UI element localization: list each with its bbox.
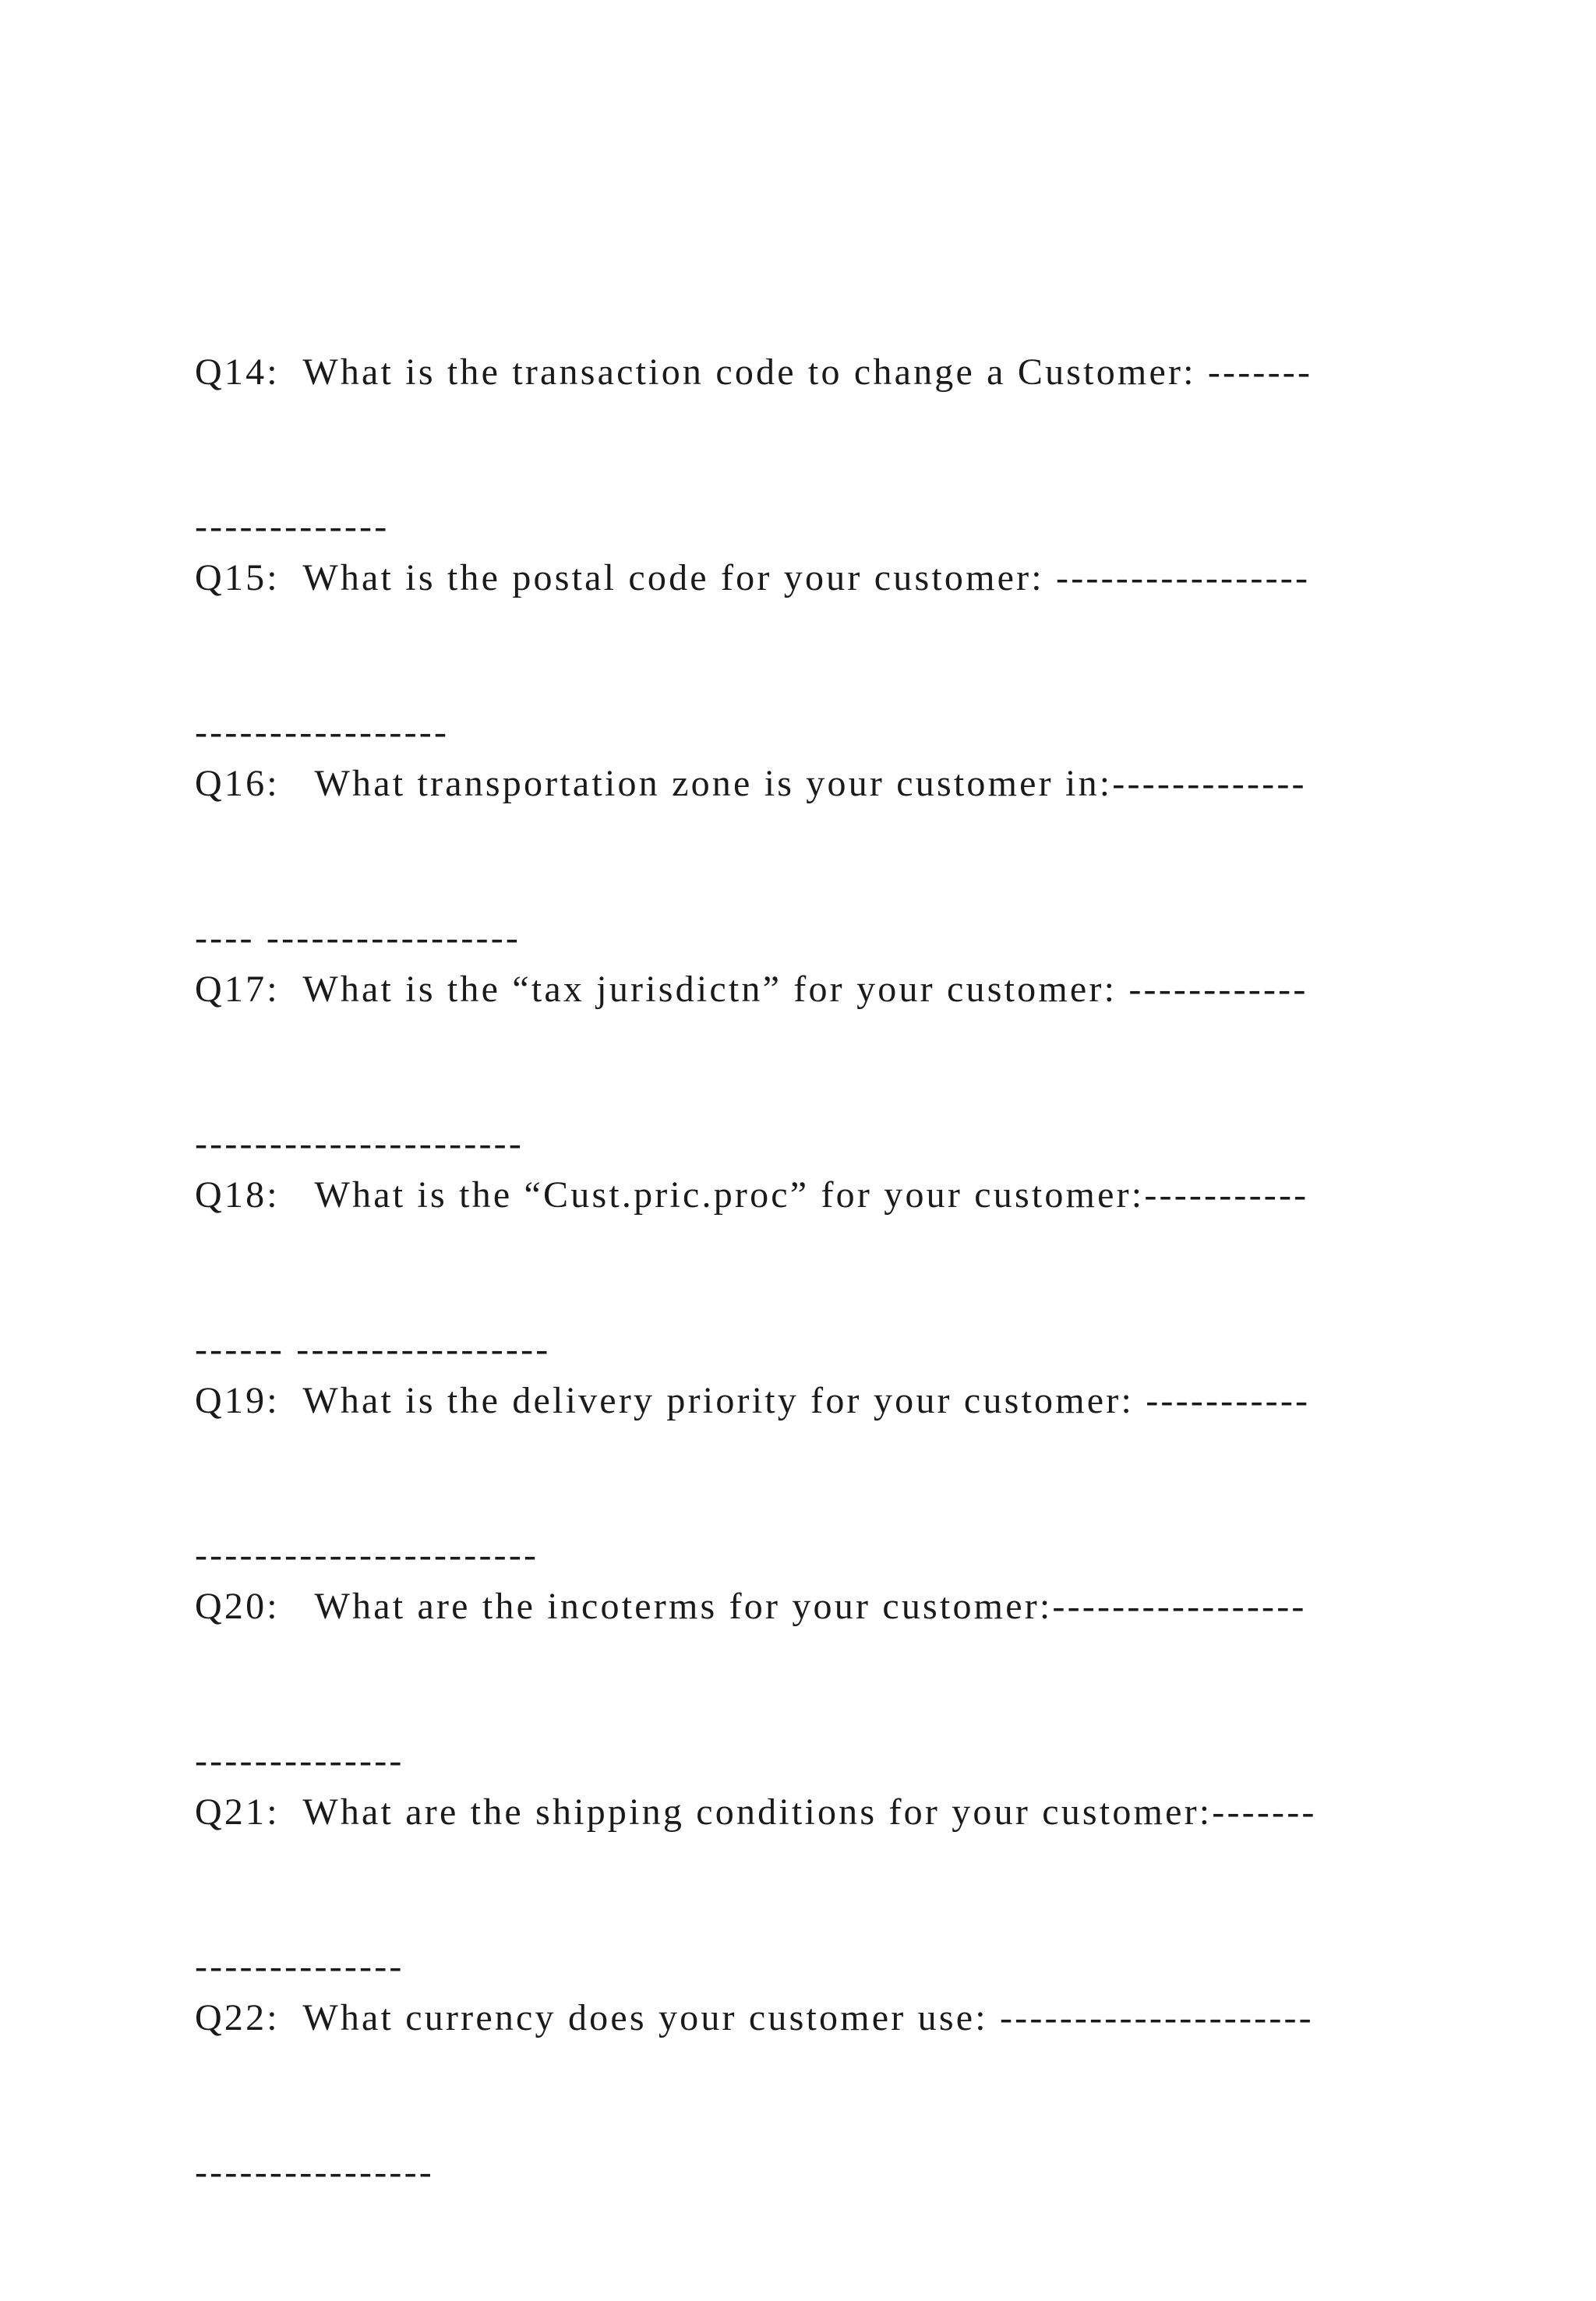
question-q22 bbox=[195, 1890, 1426, 2301]
question-line: Q18: What is the “Cust.pric.proc” for your customer:----------- bbox=[195, 1174, 1309, 1216]
question-line: Q15: What is the postal code for your customer: ----------------- bbox=[195, 557, 1311, 598]
question-line: Q20: What are the incoterms for your customer:----------------- bbox=[195, 1586, 1307, 1627]
question-line: Q14: What is the transaction code to change a Customer: ------- bbox=[195, 351, 1313, 393]
answer-blank-line: ------ ----------------- bbox=[195, 1329, 551, 1370]
question-line: Q17: What is the “tax jurisdictn” for your customer: ------------ bbox=[195, 969, 1308, 1010]
answer-blank-line: ----------------------- bbox=[195, 1534, 539, 1576]
answer-blank-line: ----------------- bbox=[195, 711, 450, 753]
answer-blank-line: ---- ----------------- bbox=[195, 917, 521, 958]
question-line: Q22: What currency does your customer use: --------------------- bbox=[195, 1997, 1314, 2038]
answer-blank-line: -------------- bbox=[195, 1946, 404, 1987]
question-line: Q19: What is the delivery priority for your customer: ----------- bbox=[195, 1380, 1311, 1421]
question-line: Q16: What transportation zone is your customer in:------------- bbox=[195, 763, 1307, 804]
answer-blank-line: ---------------------- bbox=[195, 1123, 524, 1164]
answer-blank-line: ---------------- bbox=[195, 2151, 434, 2193]
question-line: Q21: What are the shipping conditions for your customer:------- bbox=[195, 1791, 1317, 1833]
answer-blank-line: ------------- bbox=[195, 506, 390, 547]
answer-blank-line: -------------- bbox=[195, 1740, 404, 1781]
